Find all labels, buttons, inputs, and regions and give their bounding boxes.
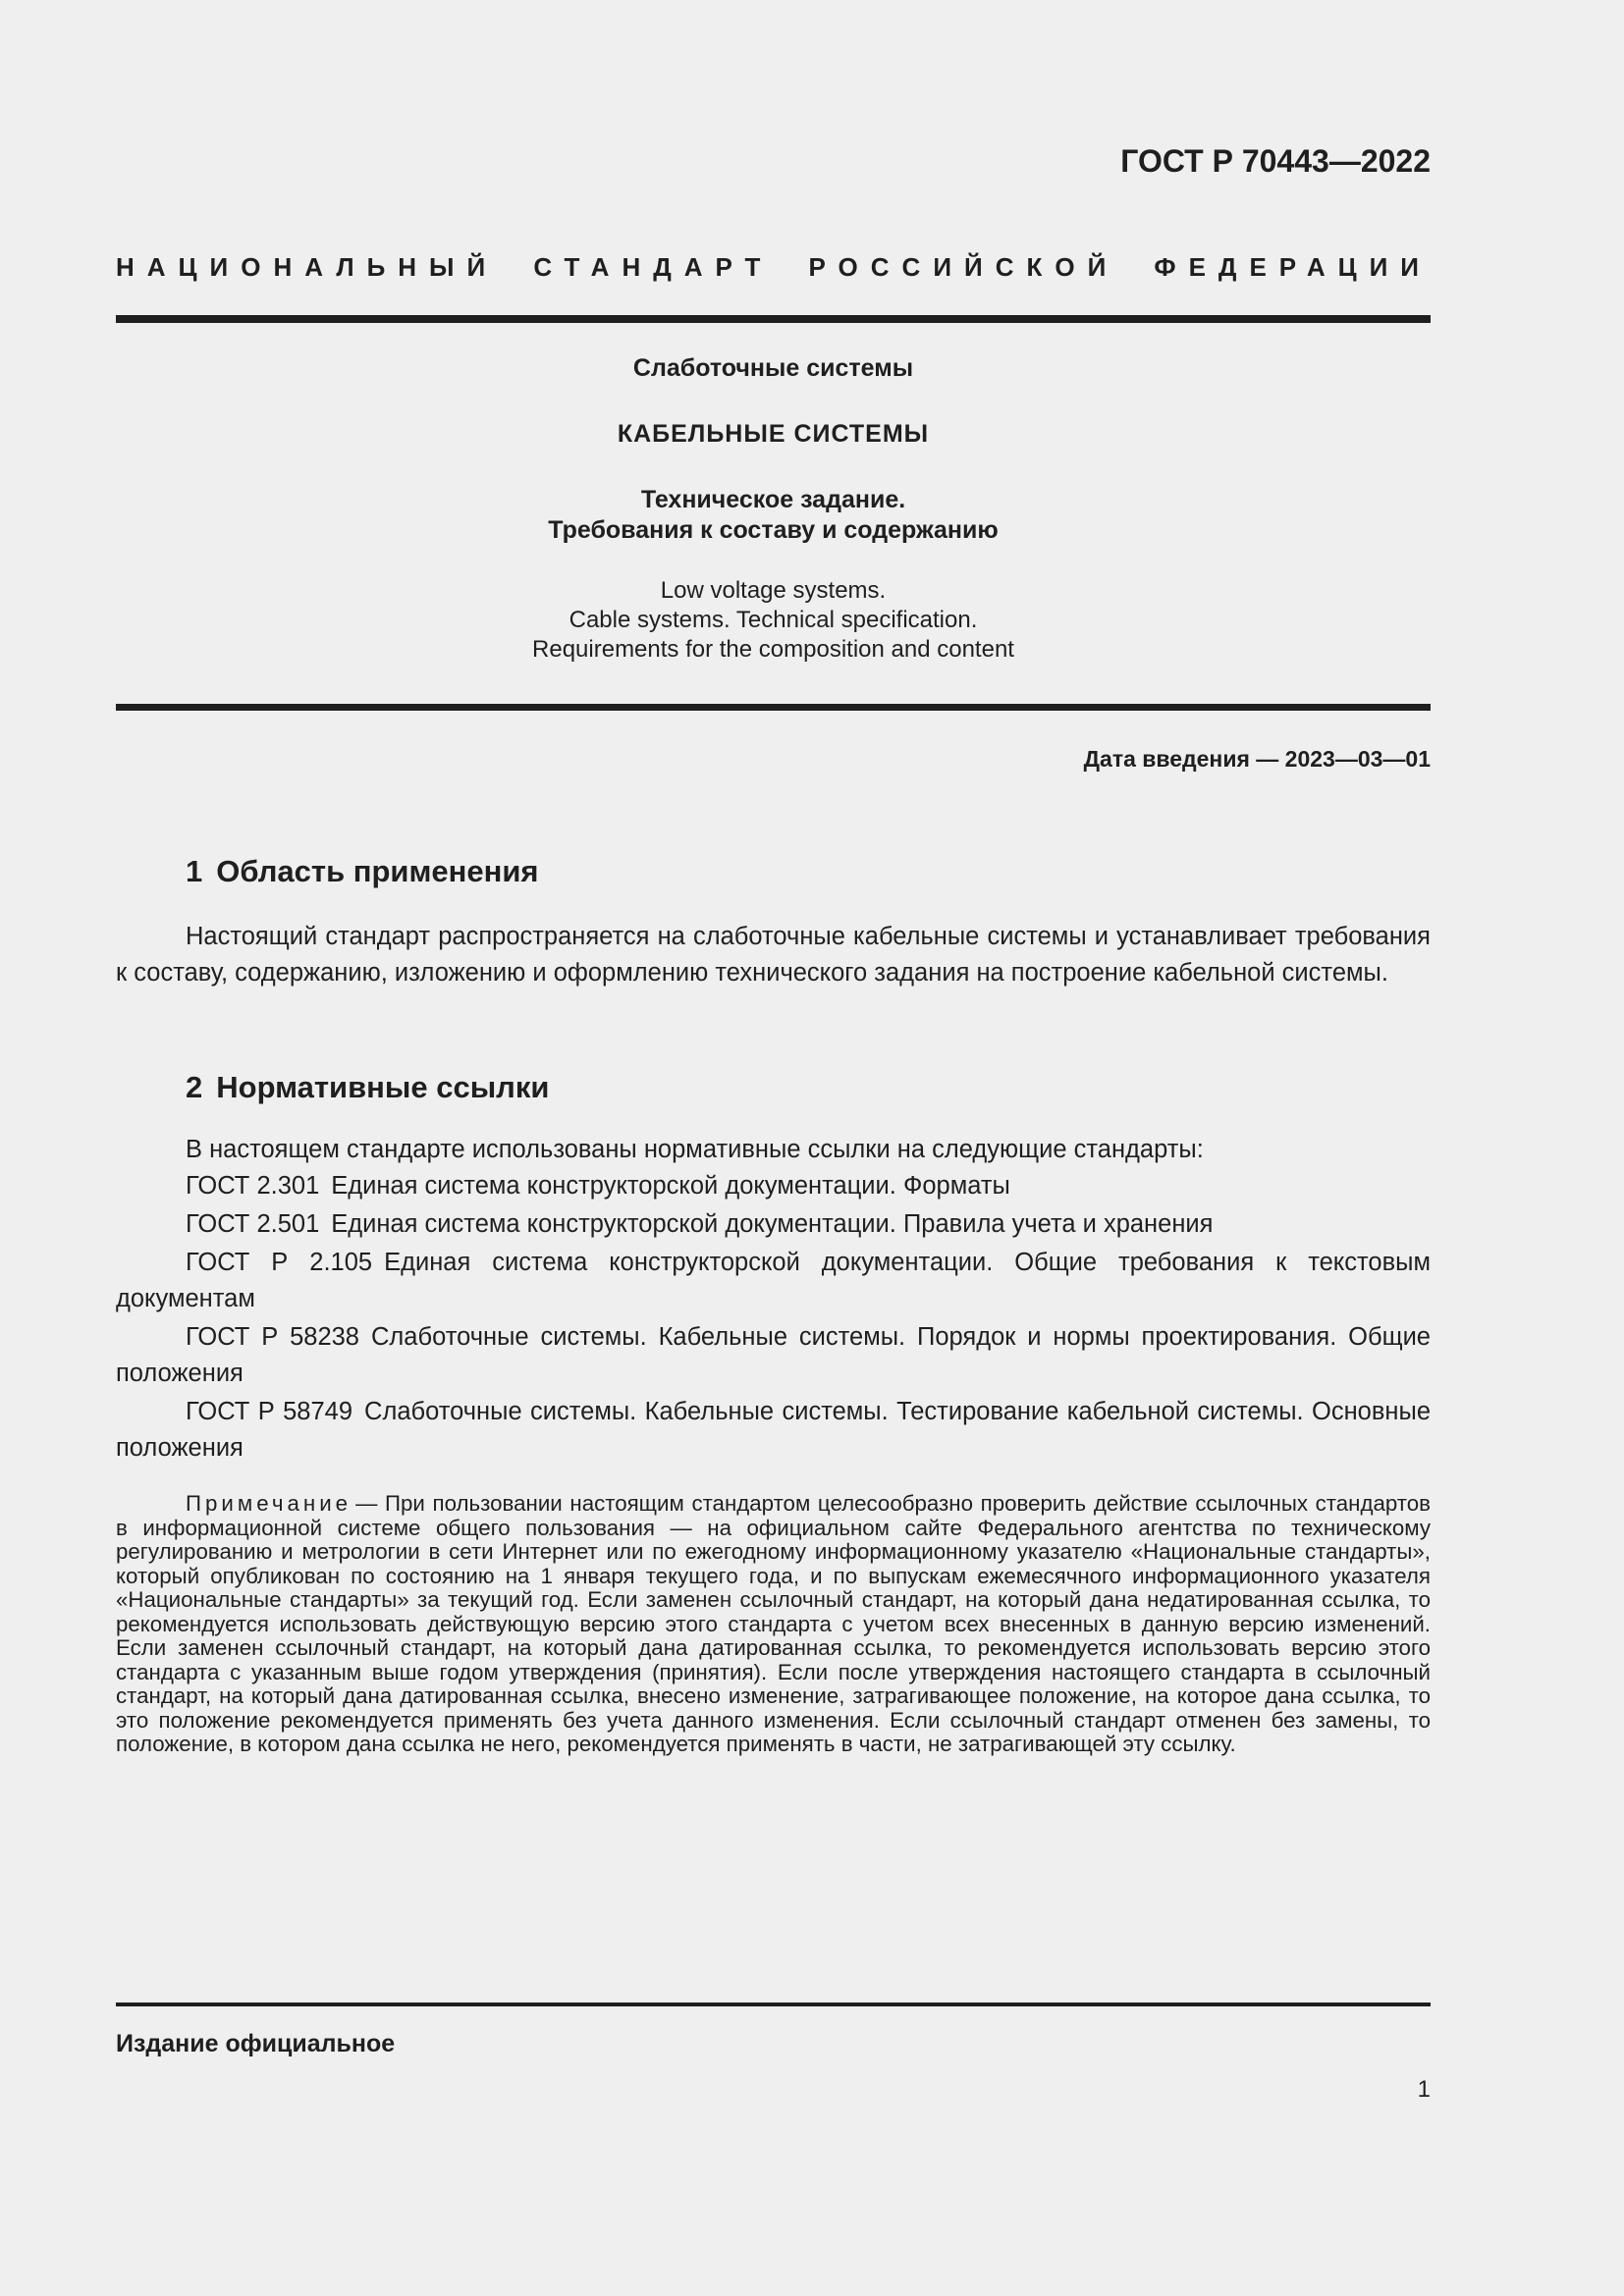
reference-item	[116, 1319, 1431, 1392]
title-english	[116, 576, 1431, 665]
title-english-line: Requirements for the composition and content	[532, 636, 1014, 663]
title-english-line: Low voltage systems.	[660, 577, 887, 604]
title-english-line: Cable systems. Technical specification.	[568, 607, 978, 633]
references-note	[116, 1492, 1431, 1757]
top-divider	[116, 315, 1431, 323]
page-number: 1	[1417, 2076, 1431, 2103]
standard-type-word: НАЦИОНАЛЬНЫЙ	[116, 252, 499, 282]
title-sub-line: Требования к составу и содержанию	[548, 516, 999, 544]
standard-code: ГОСТ Р 70443—2022	[1120, 143, 1431, 179]
standard-type-word: СТАНДАРТ	[533, 252, 774, 282]
section-number: 1	[186, 854, 203, 888]
reference-code: ГОСТ 2.501	[186, 1210, 320, 1238]
reference-code: ГОСТ 2.301	[186, 1172, 320, 1200]
standard-type-word: ФЕДЕРАЦИИ	[1154, 252, 1432, 282]
reference-code: ГОСТ Р 58749	[186, 1398, 353, 1425]
footer-divider	[116, 2002, 1431, 2006]
section-heading	[186, 854, 539, 889]
reference-title: Единая система конструкторской документации. Форматы	[331, 1172, 1010, 1200]
standard-type-heading	[116, 252, 1432, 283]
scope-paragraph: Настоящий стандарт распространяется на слаботочные кабельные системы и устанавливает требования к составу, содержанию, изложению и оформлению технического задания на построение кабельной системы.	[116, 923, 1431, 987]
title-main: КАБЕЛЬНЫЕ СИСТЕМЫ	[617, 420, 930, 448]
references-list	[116, 1168, 1431, 1468]
reference-title: Единая система конструкторской документации. Общие требования к текстовым документам	[116, 1249, 1431, 1312]
reference-item	[116, 1206, 1431, 1243]
note-text: — При пользовании настоящим стандартом целесообразно проверить действие ссылочных стандартов в информационной системе общего пользования — на официальном сайте Федерального агентства по техническому регулированию и метрологии в сети Интернет или по ежегодному информационному указателю «Национальные стандарты», который опубликован по состоянию на 1 января текущего года, и по выпускам ежемесячного информационного указателя «Национальные стандарты» за текущий год. Если заменен ссылочный стандарт, на который дана недатированная ссылка, то рекомендуется использовать действующую версию этого стандарта с учетом всех внесенных в данную версию изменений. Если заменен ссылочный стандарт, на который дана датированная ссылка, то рекомендуется использовать версию этого стандарта с указанным выше годом утверждения (принятия). Если после утверждения настоящего стандарта в ссылочный стандарт, на который дана датированная ссылка, внесено изменение, затрагивающее положение, на которое дана ссылка, то это положение рекомендуется применять без учета данного изменения. Если ссылочный стандарт отменен без замены, то положение, в котором дана ссылка не него, рекомендуется применять в части, не затрагивающей эту ссылку.	[116, 1491, 1431, 1756]
note-label: Примечание	[186, 1491, 352, 1516]
title-sub	[116, 485, 1431, 546]
title-series: Слаботочные системы	[632, 354, 914, 382]
edition-label: Издание официальное	[116, 2030, 396, 2057]
standard-type-word: РОССИЙСКОЙ	[808, 252, 1119, 282]
section-title: Область применения	[216, 854, 539, 888]
reference-code: ГОСТ Р 58238	[186, 1323, 359, 1351]
reference-item	[116, 1168, 1431, 1204]
section-title: Нормативные ссылки	[216, 1070, 550, 1104]
section-heading	[186, 1070, 549, 1105]
title-sub-line: Техническое задание.	[640, 486, 906, 513]
introduction-date: Дата введения — 2023—03—01	[1083, 746, 1431, 772]
reference-item	[116, 1245, 1431, 1317]
section-number: 2	[186, 1070, 203, 1104]
reference-code: ГОСТ Р 2.105	[186, 1249, 373, 1276]
references-intro: В настоящем стандарте использованы нормативные ссылки на следующие стандарты:	[186, 1136, 1204, 1163]
reference-title: Слаботочные системы. Кабельные системы. Порядок и нормы проектирования. Общие положения	[116, 1323, 1431, 1387]
reference-item	[116, 1394, 1431, 1467]
reference-title: Единая система конструкторской документации. Правила учета и хранения	[331, 1210, 1214, 1238]
reference-title: Слаботочные системы. Кабельные системы. Тестирование кабельной системы. Основные положения	[116, 1398, 1432, 1462]
title-divider	[116, 704, 1431, 711]
